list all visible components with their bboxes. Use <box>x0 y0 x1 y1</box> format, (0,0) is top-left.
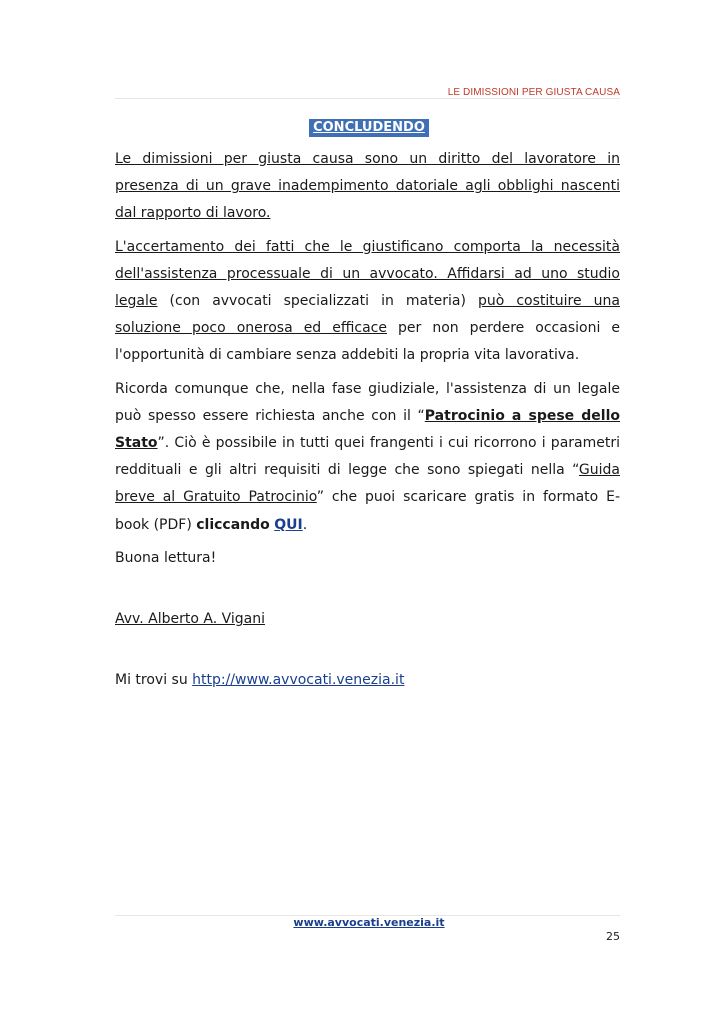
signature-name: Avv. Alberto A. Vigani <box>115 611 265 628</box>
paragraph-2-part-a: L'accertamento dei fatti che le giustificano comporta la necessità dell'assistenza processuale di un avvocato. Affidarsi ad uno studio legale <box>115 238 620 310</box>
website-link[interactable]: http://www.avvocati.venezia.it <box>192 672 405 689</box>
page-number: 25 <box>606 930 620 943</box>
signature-line <box>115 606 620 633</box>
running-header: LE DIMISSIONI PER GIUSTA CAUSA <box>447 87 620 98</box>
paragraph-3-part-e: ” che puoi scaricare gratis in formato E- book (PDF) <box>115 489 621 533</box>
paragraph-3-part-c: ”. Ciò è possibile in tutti quei frangenti i cui ricorrono i parametri reddituali e gli altri requisiti di legge che sono spiegati nella “ <box>115 435 620 479</box>
contact-prefix: Mi trovi su <box>115 672 193 689</box>
section-heading-wrapper <box>0 116 728 137</box>
paragraph-3 <box>115 376 620 539</box>
paragraph-1-text: Le dimissioni per giusta causa sono un diritto del lavoratore in presenza di un grave inadempimento datoriale agli obblighi nascenti dal rapporto di lavoro. <box>115 151 620 222</box>
body-content <box>115 146 620 700</box>
section-heading: CONCLUDENDO <box>309 119 429 137</box>
guida-title: Guida breve al Gratuito Patrocinio <box>115 462 620 506</box>
paragraph-2-part-b: (con avvocati specializzati in materia) <box>157 293 478 310</box>
patrocinio-phrase: Patrocinio a spese dello Stato <box>115 407 620 452</box>
header-divider <box>115 98 620 99</box>
footer-link-wrapper <box>0 916 728 929</box>
contact-line <box>115 667 620 694</box>
cliccando-text: cliccando <box>196 516 270 533</box>
paragraph-2 <box>115 234 620 370</box>
paragraph-3-end: . <box>302 516 308 533</box>
paragraph-1 <box>115 146 620 228</box>
paragraph-3-part-a: Ricorda comunque che, nella fase giudiziale, l'assistenza di un legale può spesso essere richiesta anche con il “ <box>115 380 620 424</box>
paragraph-4: Buona lettura! <box>115 549 217 566</box>
paragraph-2-part-c: può costituire una soluzione poco onerosa ed efficace <box>115 293 620 337</box>
footer-website-link[interactable]: www.avvocati.venezia.it <box>293 916 445 929</box>
download-link-qui[interactable]: QUI <box>274 516 303 533</box>
paragraph-2-part-d: per non perdere occasioni e l'opportunità di cambiare senza addebiti la propria vita lavorativa. <box>115 320 620 364</box>
